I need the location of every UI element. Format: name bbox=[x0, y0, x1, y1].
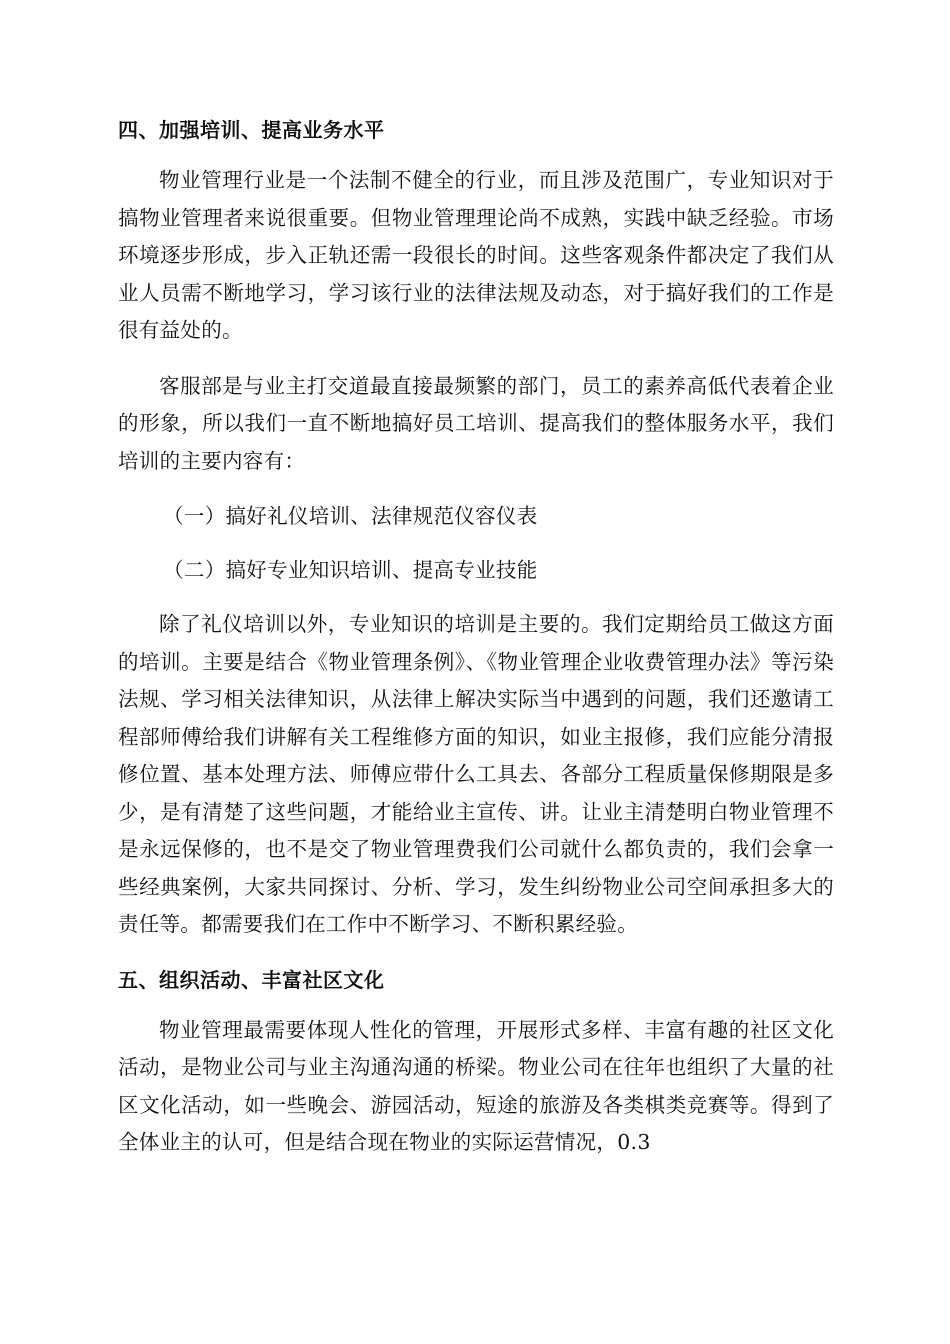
section-heading-five: 五、组织活动、丰富社区文化 bbox=[118, 967, 385, 992]
section-heading-four: 四、加强培训、提高业务水平 bbox=[118, 118, 385, 142]
paragraph-community-activities: 物业管理最需要体现人性化的管理，开展形式多样、丰富有趣的社区文化活动，是物业公司与业主沟通沟通的桥梁。物业公司在往年也组织了大量的社区文化活动，如一些晚会、游园活动，短途的旅游及各类棋类竞赛等。得到了全体业主的认可，但是结合现在物业的实际运营情况，0.3 bbox=[118, 1017, 834, 1154]
paragraph-training-details: 除了礼仪培训以外，专业知识的培训是主要的。我们定期给员工做这方面的培训。主要是结合《物业管理条例》、《物业管理企业收费管理办法》等污染法规、学习相关法律知识，从法律上解决实际当中遇到的问题，我们还邀请工程部师傅给我们讲解有关工程维修方面的知识，如业主报修，我们应能分清报修位置、基本处理方法、师傅应带什么工具去、各部分工程质量保修期限是多少，是有清楚了这些问题，才能给业主宣传、讲。让业主清楚明白物业管理不是永远保修的，也不是交了物业管理费我们公司就什么都负责的，我们会拿一些经典案例，大家共同探讨、分析、学习，发生纠纷物业公司空间承担多大的责任等。都需要我们在工作中不断学习、不断积累经验。 bbox=[118, 612, 834, 936]
list-item-professional-training: （二）搞好专业知识培训、提高专业技能 bbox=[163, 558, 538, 582]
paragraph-industry-knowledge: 物业管理行业是一个法制不健全的行业，而且涉及范围广，专业知识对于搞物业管理者来说很重要。但物业管理理论尚不成熟，实践中缺乏经验。市场环境逐步形成，步入正轨还需一段很长的时间。这些客观条件都决定了我们从业人员需不断地学习，学习该行业的法律法规及动态，对于搞好我们的工作是很有益处的。 bbox=[118, 168, 834, 342]
list-item-etiquette-training: （一）搞好礼仪培训、法律规范仪容仪表 bbox=[163, 504, 538, 528]
paragraph-customer-service: 客服部是与业主打交道最直接最频繁的部门，员工的素养高低代表着企业的形象，所以我们一直不断地搞好员工培训、提高我们的整体服务水平，我们培训的主要内容有： bbox=[118, 373, 834, 473]
document-body bbox=[118, 112, 834, 1162]
